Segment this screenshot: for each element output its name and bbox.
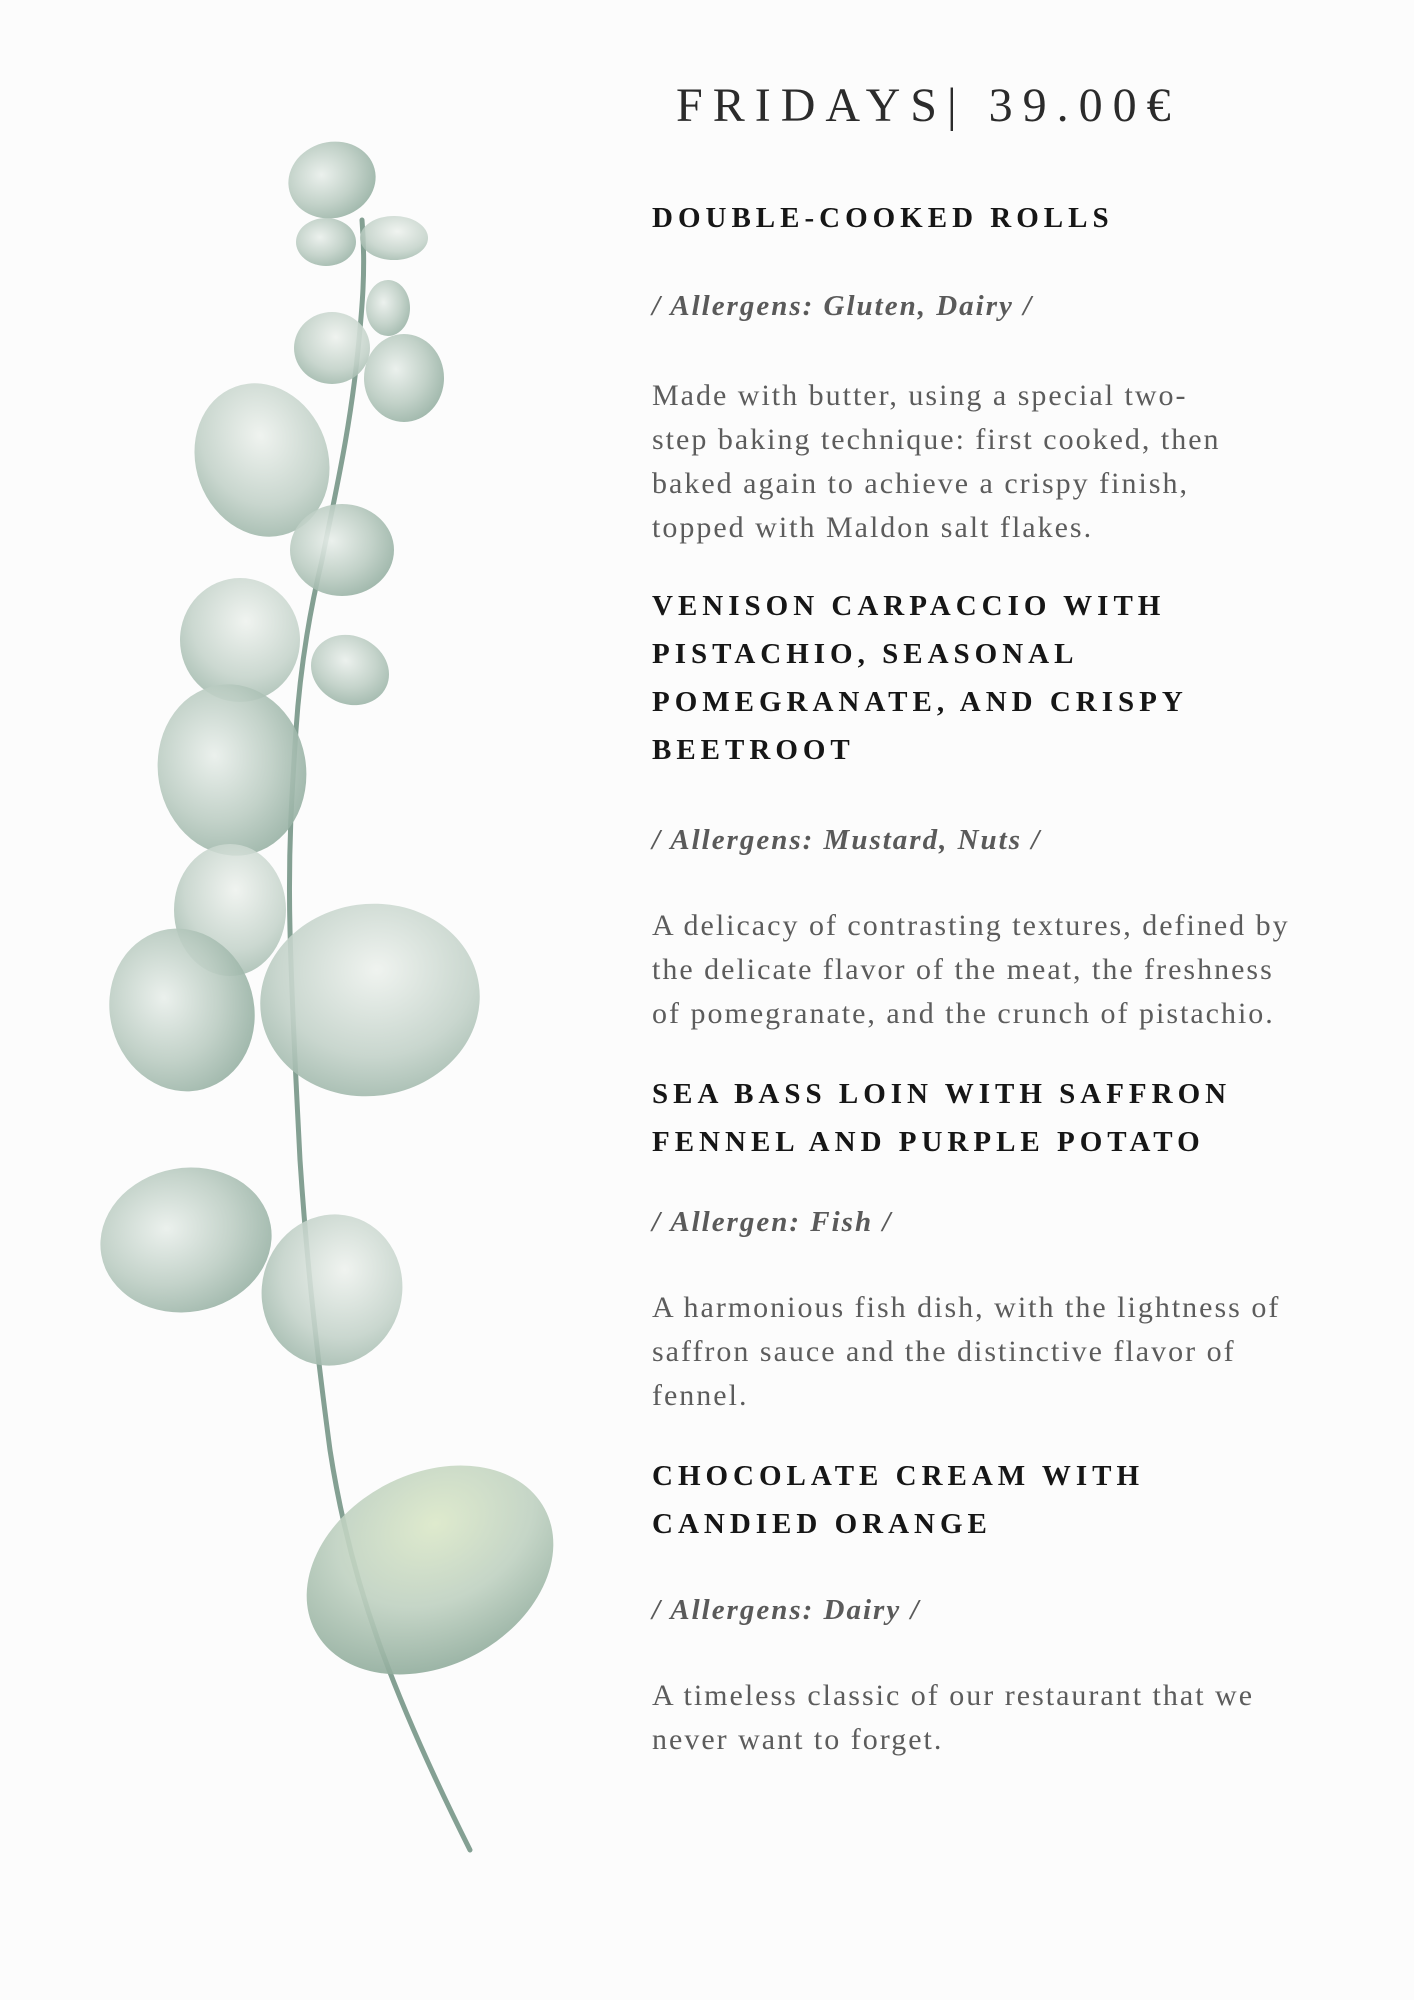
dish-description: Made with butter, using a special two- step baking technique: first cooked, then baked again to achieve a crispy finish, topped with Maldon salt flakes. xyxy=(652,379,1221,544)
dish-name: CHOCOLATE CREAM WITH CANDIED ORANGE xyxy=(652,1460,1145,1540)
dish-description: A delicacy of contrasting textures, defined by the delicate flavor of the meat, the freshness of pomegranate, and the crunch of pistachio. xyxy=(652,909,1290,1030)
dish-name: VENISON CARPACCIO WITH PISTACHIO, SEASONAL POMEGRANATE, AND CRISPY BEETROOT xyxy=(652,590,1188,766)
dish-description: A harmonious fish dish, with the lightness of saffron sauce and the distinctive flavor of fennel. xyxy=(652,1291,1281,1412)
dish-name: SEA BASS LOIN WITH SAFFRON FENNEL AND PURPLE POTATO xyxy=(652,1078,1232,1158)
dish-allergens: / Allergen: Fish / xyxy=(652,1206,893,1238)
menu-content xyxy=(652,0,1392,2000)
dish-allergens: / Allergens: Dairy / xyxy=(652,1594,921,1626)
dish-name: DOUBLE-COOKED ROLLS xyxy=(652,202,1114,234)
eucalyptus-branch-illustration xyxy=(100,130,620,1890)
menu-title: FRIDAYS| 39.00€ xyxy=(676,79,1181,132)
dish-description: A timeless classic of our restaurant that we never want to forget. xyxy=(652,1679,1255,1756)
dish-allergens: / Allergens: Gluten, Dairy / xyxy=(652,290,1034,322)
dish-allergens: / Allergens: Mustard, Nuts / xyxy=(652,824,1042,856)
